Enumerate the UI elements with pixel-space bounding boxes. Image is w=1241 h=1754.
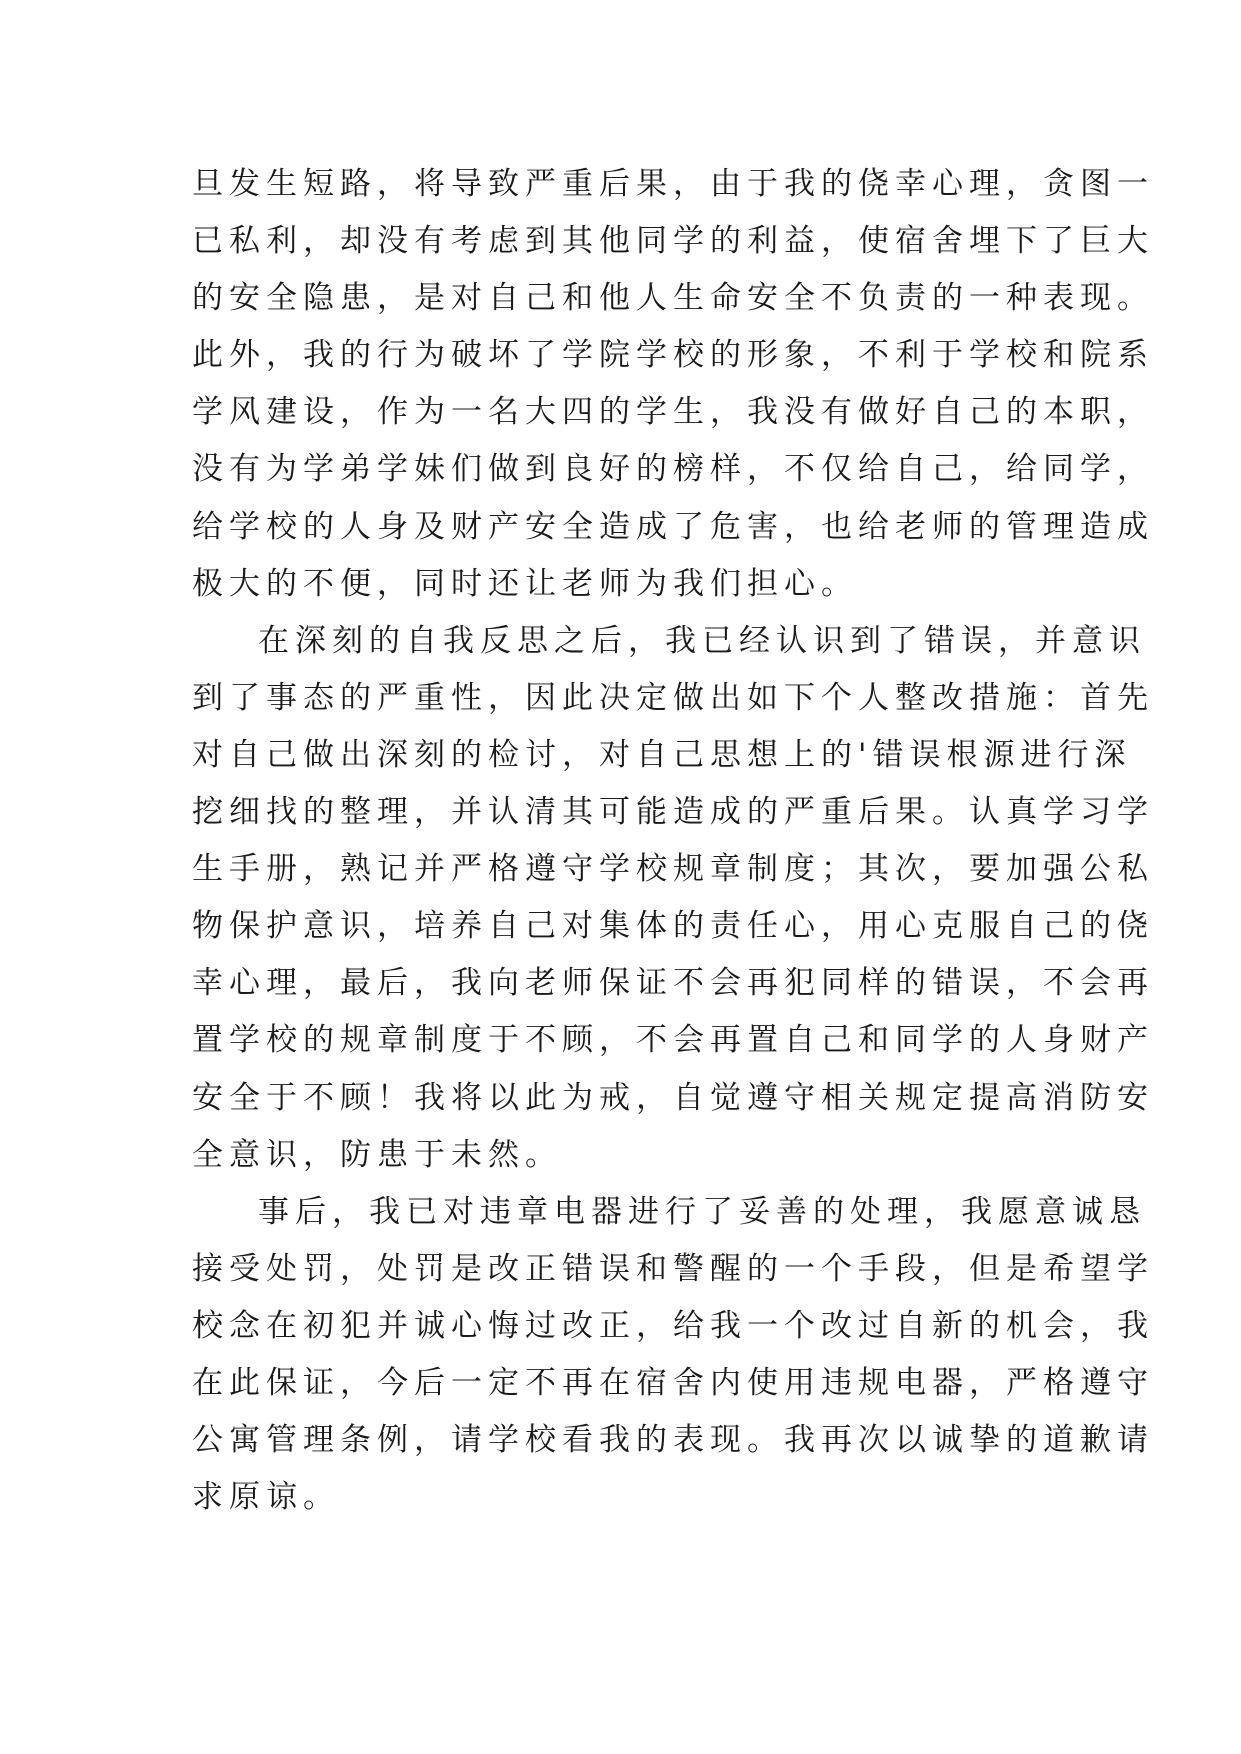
text-line: 幸心理，最后，我向老师保证不会再犯同样的错误，不会再 <box>192 965 1154 1002</box>
text-line: 没有为学弟学妹们做到良好的榜样，不仅给自己，给同学， <box>192 451 1154 488</box>
text-line: 公寓管理条例，请学校看我的表现。我再次以诚挚的道歉请 <box>192 1422 1154 1459</box>
text-line: 物保护意识，培养自己对集体的责任心，用心克服自己的侥 <box>192 908 1154 945</box>
text-line: 在此保证，今后一定不再在宿舍内使用违规电器，严格遵守 <box>192 1364 1154 1401</box>
text-line: 到了事态的严重性，因此决定做出如下个人整改措施：首先 <box>192 679 1154 716</box>
text-line: 此外，我的行为破坏了学院学校的形象，不利于学校和院系 <box>192 337 1154 374</box>
text-line: 旦发生短路，将导致严重后果，由于我的侥幸心理，贪图一 <box>192 166 1154 202</box>
text-line: 的安全隐患，是对自己和他人生命安全不负责的一种表现。 <box>192 280 1154 317</box>
text-line: 置学校的规章制度于不顾，不会再置自己和同学的人身财产 <box>192 1022 1154 1059</box>
text-line: 对自己做出深刻的检讨，对自己思想上的'错误根源进行深 <box>192 736 1132 773</box>
text-line: 生手册，熟记并严格遵守学校规章制度；其次，要加强公私 <box>192 851 1154 888</box>
text-line: 求原谅。 <box>192 1479 340 1516</box>
text-line: 全意识，防患于未然。 <box>192 1136 562 1173</box>
text-line: 挖细找的整理，并认清其可能造成的严重后果。认真学习学 <box>192 794 1154 831</box>
paragraph-first-line: 事后，我已对违章电器进行了妥善的处理，我愿意诚恳 <box>258 1193 1146 1230</box>
body-text <box>192 156 1154 1526</box>
text-line: 接受处罚，处罚是改正错误和警醒的一个手段，但是希望学 <box>192 1250 1154 1287</box>
text-line: 安全于不顾！我将以此为戒，自觉遵守相关规定提高消防安 <box>192 1079 1154 1116</box>
text-line: 极大的不便，同时还让老师为我们担心。 <box>192 565 858 602</box>
text-line: 校念在初犯并诚心悔过改正，给我一个改过自新的机会，我 <box>192 1307 1154 1344</box>
paragraph-first-line: 在深刻的自我反思之后，我已经认识到了错误，并意识 <box>258 622 1146 659</box>
text-line: 学风建设，作为一名大四的学生，我没有做好自己的本职， <box>192 394 1154 431</box>
text-line: 已私利，却没有考虑到其他同学的利益，使宿舍埋下了巨大 <box>192 223 1154 260</box>
text-line: 给学校的人身及财产安全造成了危害，也给老师的管理造成 <box>192 508 1154 545</box>
